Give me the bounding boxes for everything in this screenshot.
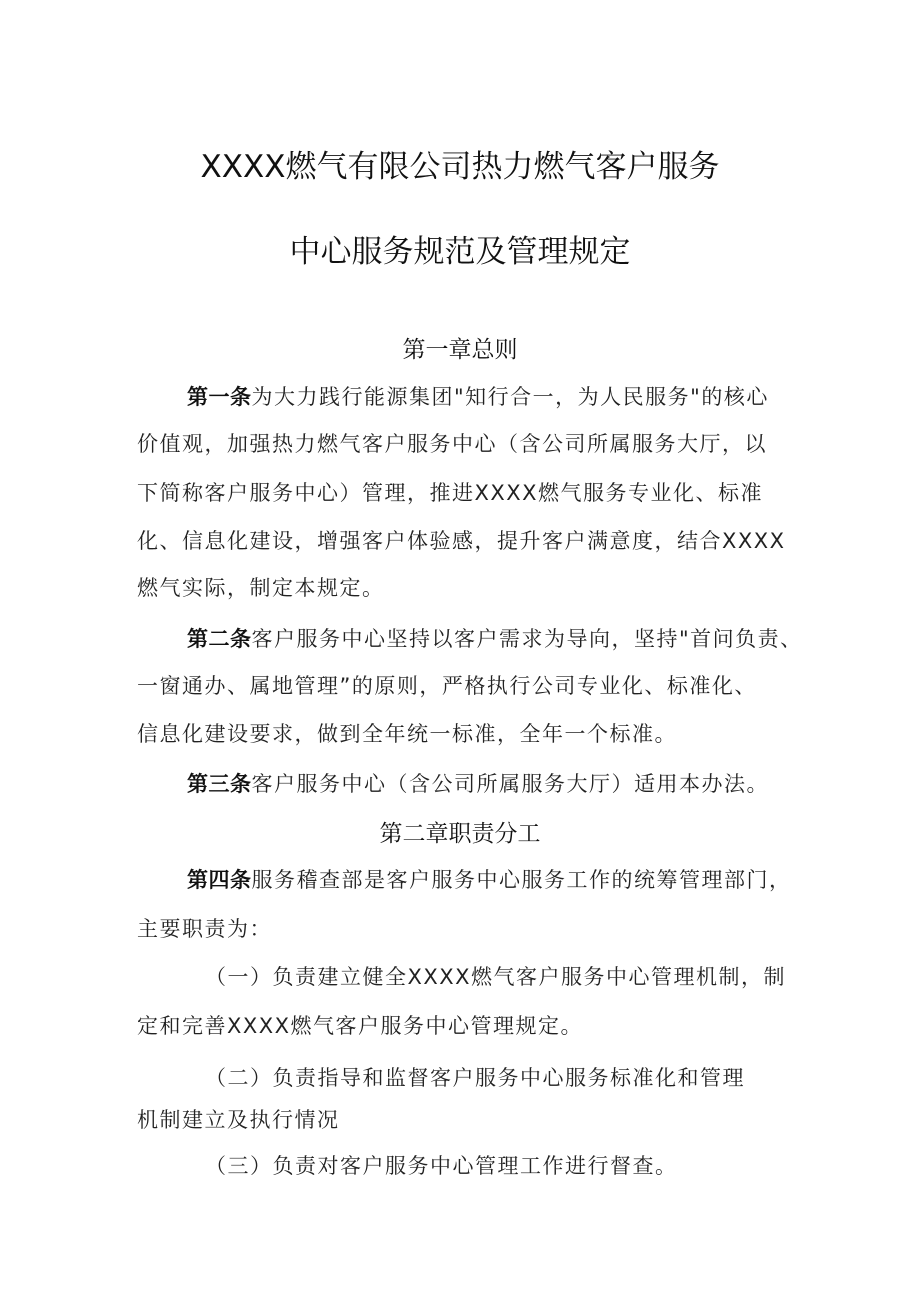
article-1-line-4: 化、信息化建设，增强客户体验感，提升客户满意度，结合XXXX [137,529,786,553]
item-2-line-1: （二）负责指导和监督客户服务中心服务标准化和管理 [205,1066,745,1090]
article-2-line-2: 一窗通办、属地管理”的原则，严格执行公司专业化、标准化、 [137,674,757,698]
article-4-line-2: 主要职责为： [137,917,272,941]
article-4-label: 第四条 [187,868,252,892]
article-1-line-3: 下简称客户服务中心）管理，推进XXXX燃气服务专业化、标准 [137,481,764,505]
item-3-line-1: （三）负责对客户服务中心管理工作进行督查。 [205,1154,678,1178]
item-2-line-2: 机制建立及执行情况 [137,1108,340,1132]
article-4-line-1: 第四条服务稽查部是客户服务中心服务工作的统筹管理部门， [187,868,792,892]
article-3-label: 第三条 [187,772,252,796]
article-2-label: 第二条 [187,627,252,651]
chapter-heading-2: 第二章职责分工 [379,821,541,847]
item-1-line-2: 定和完善XXXX燃气客户服务中心管理规定。 [137,1014,584,1038]
article-1-line-2: 价值观，加强热力燃气客户服务中心（含公司所属服务大厅，以 [137,432,767,456]
chapter-heading-1: 第一章总则 [402,337,518,363]
article-3-line-1: 第三条客户服务中心（含公司所属服务大厅）适用本办法。 [187,772,769,796]
article-2-line-1: 第二条客户服务中心坚持以客户需求为导向，坚持"首问负责、 [187,627,803,651]
article-1-line-5: 燃气实际，制定本规定。 [137,576,385,600]
article-2-line-3: 信息化建设要求，做到全年统一标准，全年一个标准。 [137,722,677,746]
article-1-label: 第一条 [187,385,252,409]
article-1-line-1: 第一条为大力践行能源集团"知行合一，为人民服务"的核心 [187,385,769,409]
document-title-line-1: XXXX燃气有限公司热力燃气客户服务 [200,149,720,185]
item-1-line-1: （一）负责建立健全XXXX燃气客户服务中心管理机制，制 [205,965,787,989]
document-title-line-2: 中心服务规范及管理规定 [289,234,631,270]
